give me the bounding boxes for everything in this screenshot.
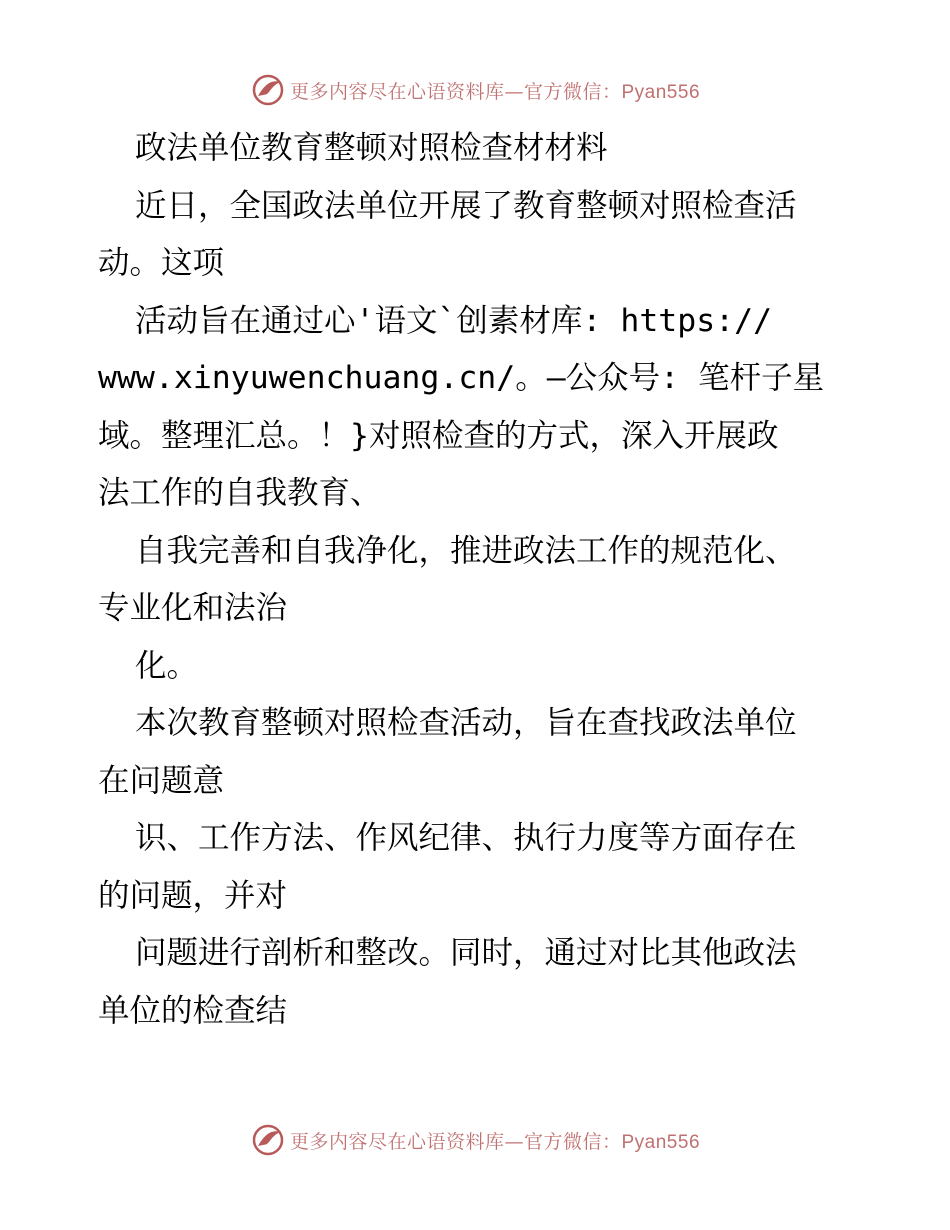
wechat-id: Pyan556 [621, 1131, 701, 1153]
text-line: 单位的检查结 [98, 992, 288, 1029]
wechat-id: Pyan556 [621, 81, 701, 103]
header-banner [0, 68, 950, 112]
text-line: 本次教育整顿对照检查活动，旨在查找政法单位 [135, 705, 797, 741]
banner-text: 更多内容尽在心语资料库—官方微信：Pyan556 [289, 80, 701, 103]
text-line: 活动旨在通过心'语文`创素材库: https:// [135, 302, 773, 339]
text-line: 问题进行剖析和整改。同时，通过对比其他政法 [135, 935, 797, 971]
brand-logo-icon [250, 72, 286, 108]
footer-banner [0, 1118, 950, 1162]
text-line: 自我完善和自我净化，推进政法工作的规范化、 [135, 532, 797, 569]
text-line: 政法单位教育整顿对照检查材材料 [135, 130, 608, 166]
text-line: 化。 [135, 647, 199, 684]
text-line: 的问题，并对 [98, 877, 288, 914]
text-line: 域。整理汇总。！}对照检查的方式，深入开展政 [98, 417, 779, 454]
text-line: 法工作的自我教育、 [98, 475, 382, 511]
brand-logo-icon [250, 1122, 286, 1158]
text-line: 识、工作方法、作风纪律、执行力度等方面存在 [135, 820, 797, 856]
text-line: www.xinyuwenchuang.cn/。—公众号: 笔杆子星 [98, 360, 825, 396]
document-body [98, 120, 858, 1040]
text-line: 专业化和法治 [98, 590, 288, 626]
banner-text: 更多内容尽在心语资料库—官方微信：Pyan556 [289, 1130, 701, 1153]
text-line: 在问题意 [98, 762, 225, 799]
text-line: 近日，全国政法单位开展了教育整顿对照检查活 [135, 187, 797, 224]
text-line: 动。这项 [98, 245, 225, 281]
